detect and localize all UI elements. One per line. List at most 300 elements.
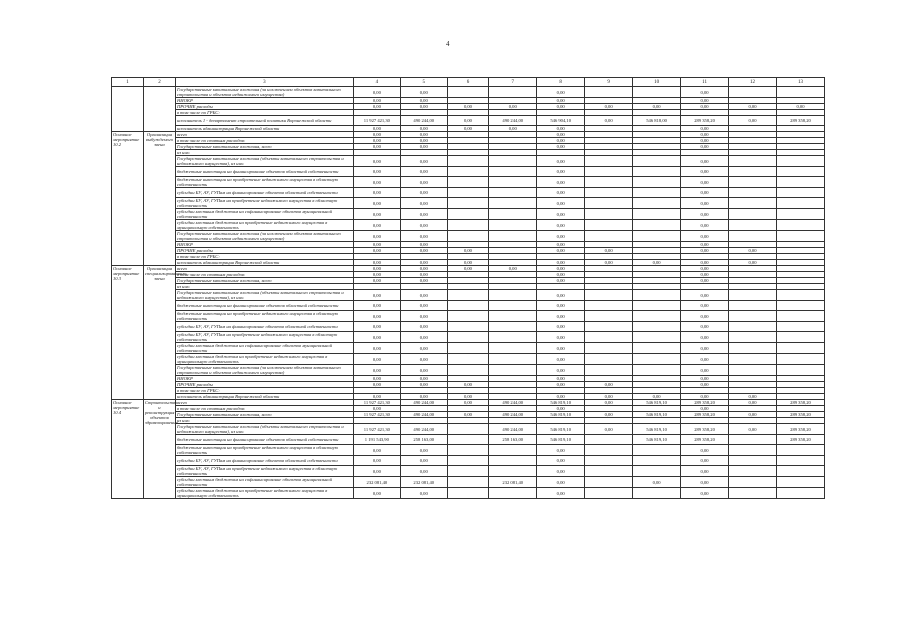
table-row (112, 290, 825, 301)
value-cell (447, 322, 489, 332)
value-cell (633, 445, 681, 456)
value-cell: 0,00 (633, 104, 681, 110)
value-cell: 0,00 (400, 98, 447, 104)
value-cell: 0,00 (537, 167, 585, 177)
value-cell (633, 188, 681, 198)
value-cell: 0,00 (537, 156, 585, 167)
header-cell: 5 (400, 78, 447, 87)
value-cell: 490 244,00 (400, 412, 447, 418)
value-cell (447, 167, 489, 177)
value-cell: 0,00 (681, 365, 729, 376)
header-cell: 8 (537, 78, 585, 87)
value-cell: 0,00 (681, 406, 729, 412)
value-cell: 0,00 (681, 209, 729, 220)
row-label: субсидии БУ, АУ, ГУПам на финансирование объектов областной собственности (175, 456, 353, 466)
value-cell (729, 332, 777, 343)
value-cell (585, 311, 633, 322)
value-cell: 0,00 (400, 322, 447, 332)
value-cell: 0,00 (585, 400, 633, 406)
value-cell (633, 231, 681, 242)
value-cell (633, 177, 681, 188)
value-cell (729, 456, 777, 466)
value-cell (585, 322, 633, 332)
value-cell: 0,00 (400, 272, 447, 278)
value-cell: 0,00 (400, 456, 447, 466)
value-cell (633, 290, 681, 301)
value-cell: 0,00 (353, 365, 400, 376)
value-cell: 0,00 (537, 466, 585, 477)
value-cell: 0,00 (353, 126, 400, 132)
value-cell: 0,00 (681, 260, 729, 266)
value-cell: 0,00 (353, 231, 400, 242)
value-cell: 0,00 (537, 278, 585, 284)
value-cell: 11 927 421,30 (353, 400, 400, 406)
row-label: всего (175, 266, 353, 272)
header-cell: 11 (681, 78, 729, 87)
row-label: всего (175, 132, 353, 138)
value-cell: 0,00 (353, 198, 400, 209)
value-cell (729, 322, 777, 332)
table-row (112, 301, 825, 311)
row-label: субсидии местным бюджетам на софинансирование объектов муниципальной собственности (175, 477, 353, 488)
table-row (112, 87, 825, 98)
value-cell (447, 332, 489, 343)
value-cell: 0,00 (537, 290, 585, 301)
value-cell: 0,00 (537, 87, 585, 98)
value-cell: 0,00 (681, 488, 729, 499)
value-cell (447, 445, 489, 456)
value-cell (489, 87, 537, 98)
value-cell (633, 220, 681, 231)
value-cell (776, 456, 824, 466)
value-cell: 0,00 (537, 177, 585, 188)
table-row (112, 456, 825, 466)
value-cell (633, 87, 681, 98)
value-cell (585, 301, 633, 311)
table-row (112, 435, 825, 445)
table-row (112, 445, 825, 456)
value-cell: 0,00 (400, 132, 447, 138)
table-row (112, 156, 825, 167)
value-cell (729, 290, 777, 301)
value-cell (776, 477, 824, 488)
value-cell (585, 445, 633, 456)
value-cell (729, 188, 777, 198)
row-label: субсидии местным бюджетам на приобретение недвижимого имущества в муниципальную собственность (175, 354, 353, 365)
value-cell: 0,00 (681, 248, 729, 254)
value-cell: 0,00 (400, 126, 447, 132)
value-cell: 0,00 (537, 104, 585, 110)
row-label: Государственные капитальные вложения (объекты капитального строительства и недвижимого имущества), из них: (175, 290, 353, 301)
value-cell (447, 354, 489, 365)
value-cell (633, 209, 681, 220)
value-cell: 0,00 (353, 98, 400, 104)
value-cell: 0,00 (537, 272, 585, 278)
row-label: в том числе по статьям расходов: (175, 138, 353, 144)
table-row (112, 167, 825, 177)
value-cell (585, 456, 633, 466)
value-cell: 0,00 (537, 406, 585, 412)
value-cell: 0,00 (353, 343, 400, 354)
row-label: НИОКР (175, 376, 353, 382)
value-cell: 0,00 (681, 322, 729, 332)
value-cell: 0,00 (353, 266, 400, 272)
value-cell: 0,00 (729, 400, 777, 406)
row-label: НИОКР (175, 242, 353, 248)
value-cell (489, 488, 537, 499)
value-cell: 0,00 (400, 354, 447, 365)
value-cell: 232 081,40 (400, 477, 447, 488)
value-cell: 0,00 (537, 198, 585, 209)
table-row (112, 198, 825, 209)
value-cell (776, 220, 824, 231)
value-cell (729, 354, 777, 365)
value-cell (729, 231, 777, 242)
table-row (112, 220, 825, 231)
value-cell: 0,00 (537, 242, 585, 248)
value-cell (729, 220, 777, 231)
value-cell: 0,00 (400, 311, 447, 322)
value-cell (447, 301, 489, 311)
value-cell (633, 167, 681, 177)
page-number: 4 (446, 40, 450, 48)
value-cell (447, 177, 489, 188)
value-cell: 0,00 (537, 382, 585, 388)
value-cell (585, 177, 633, 188)
value-cell (489, 156, 537, 167)
value-cell (776, 332, 824, 343)
row-label: бюджетные инвестиции на приобретение недвижимого имущества в областную собственность (175, 311, 353, 322)
value-cell (447, 365, 489, 376)
event-cell: Основное мероприятие 10.4 (112, 400, 144, 499)
value-cell: 0,00 (729, 424, 777, 435)
value-cell: 0,00 (585, 394, 633, 400)
value-cell: 232 081,40 (353, 477, 400, 488)
value-cell: 0,00 (400, 290, 447, 301)
value-cell: 0,00 (400, 209, 447, 220)
row-label: Государственные капитальные вложения (за исключением объектов капитального строительства и объектов недвижимого имущества) (175, 365, 353, 376)
value-cell (776, 466, 824, 477)
value-cell: 0,00 (537, 220, 585, 231)
value-cell (776, 365, 824, 376)
value-cell: 0,00 (585, 382, 633, 388)
row-label: субсидии БУ, АУ, ГУПам на финансирование объектов областной собственности (175, 322, 353, 332)
value-cell (489, 167, 537, 177)
value-cell: 0,00 (400, 343, 447, 354)
value-cell: 0,00 (447, 412, 489, 418)
value-cell (729, 167, 777, 177)
value-cell: 546 818,00 (633, 116, 681, 126)
value-cell: 0,00 (353, 278, 400, 284)
value-cell (729, 343, 777, 354)
table-row (112, 332, 825, 343)
row-label: бюджетные инвестиции на финансирование объектов областной собственности (175, 301, 353, 311)
value-cell: 0,00 (681, 290, 729, 301)
value-cell: 546 819,10 (633, 400, 681, 406)
value-cell: 0,00 (447, 104, 489, 110)
table-row (112, 424, 825, 435)
value-cell (489, 301, 537, 311)
value-cell: 490 244,00 (489, 400, 537, 406)
value-cell: 0,00 (681, 198, 729, 209)
value-cell: 0,00 (537, 132, 585, 138)
row-label: в том числе по статьям расходов: (175, 272, 353, 278)
value-cell: 0,00 (353, 104, 400, 110)
value-cell (776, 177, 824, 188)
value-cell (447, 87, 489, 98)
value-cell (776, 198, 824, 209)
row-label: субсидии местным бюджетам на софинансирование объектов муниципальной собственности (175, 209, 353, 220)
value-cell: 0,00 (353, 138, 400, 144)
value-cell: 0,00 (681, 156, 729, 167)
value-cell: 0,00 (537, 376, 585, 382)
value-cell: 0,00 (585, 260, 633, 266)
value-cell (489, 311, 537, 322)
value-cell: 0,00 (447, 382, 489, 388)
value-cell: 0,00 (400, 104, 447, 110)
value-cell: 0,00 (537, 445, 585, 456)
value-cell: 289 358,20 (776, 116, 824, 126)
table-row (112, 209, 825, 220)
header-cell: 9 (585, 78, 633, 87)
table-row (112, 188, 825, 198)
value-cell (447, 231, 489, 242)
value-cell: 0,00 (681, 278, 729, 284)
value-cell: 0,00 (447, 394, 489, 400)
row-label: в том числе по статьям расходов: (175, 406, 353, 412)
value-cell: 0,00 (353, 87, 400, 98)
value-cell: 0,00 (537, 231, 585, 242)
row-label: субсидии местным бюджетам на приобретение недвижимого имущества в муниципальную собственность (175, 220, 353, 231)
row-label: из них: (175, 150, 353, 156)
value-cell: 546 819,10 (537, 435, 585, 445)
value-cell (489, 220, 537, 231)
value-cell (447, 220, 489, 231)
value-cell (776, 488, 824, 499)
value-cell (729, 87, 777, 98)
value-cell: 0,00 (776, 104, 824, 110)
value-cell (729, 209, 777, 220)
value-cell (776, 445, 824, 456)
value-cell: 0,00 (585, 248, 633, 254)
value-cell: 0,00 (633, 260, 681, 266)
value-cell: 0,00 (400, 177, 447, 188)
value-cell: 0,00 (400, 394, 447, 400)
value-cell: 0,00 (489, 266, 537, 272)
value-cell: 0,00 (681, 354, 729, 365)
value-cell: 0,00 (400, 332, 447, 343)
value-cell: 0,00 (400, 301, 447, 311)
value-cell: 490 244,00 (400, 400, 447, 406)
value-cell (776, 343, 824, 354)
value-cell: 0,00 (681, 311, 729, 322)
row-label: всего (175, 400, 353, 406)
value-cell: 289 358,20 (776, 412, 824, 418)
value-cell: 0,00 (400, 248, 447, 254)
value-cell: 0,00 (729, 248, 777, 254)
value-cell: 546 819,10 (537, 424, 585, 435)
value-cell (776, 301, 824, 311)
value-cell: 289 358,20 (681, 435, 729, 445)
value-cell: 0,00 (353, 406, 400, 412)
value-cell: 0,00 (537, 209, 585, 220)
value-cell (585, 435, 633, 445)
table-row (112, 365, 825, 376)
value-cell: 0,00 (681, 376, 729, 382)
value-cell (585, 198, 633, 209)
value-cell (776, 188, 824, 198)
row-label: субсидии местным бюджетам на софинансирование объектов муниципальной собственности (175, 343, 353, 354)
value-cell: 0,00 (729, 412, 777, 418)
value-cell (585, 220, 633, 231)
value-cell: 0,00 (353, 332, 400, 343)
value-cell (447, 209, 489, 220)
value-cell: 546 819,10 (633, 435, 681, 445)
value-cell (776, 87, 824, 98)
row-label: в том числе по ГРБС: (175, 388, 353, 394)
header-cell: 2 (143, 78, 175, 87)
value-cell: 0,00 (353, 322, 400, 332)
row-label: бюджетные инвестиции на финансирование объектов областной собственности (175, 167, 353, 177)
row-label: ПРОЧИЕ расходы (175, 248, 353, 254)
value-cell: 0,00 (353, 311, 400, 322)
value-cell (633, 488, 681, 499)
header-row (112, 78, 825, 87)
name-cell: Организация специализированного звена (143, 266, 175, 400)
header-cell: 12 (729, 78, 777, 87)
value-cell (585, 354, 633, 365)
header-cell: 3 (175, 78, 353, 87)
table-row (112, 322, 825, 332)
row-label: бюджетные инвестиции на приобретение недвижимого имущества в областную собственность (175, 177, 353, 188)
value-cell: 0,00 (681, 188, 729, 198)
value-cell: 0,00 (353, 354, 400, 365)
table-row (112, 343, 825, 354)
header-cell: 1 (112, 78, 144, 87)
value-cell: 546 819,10 (537, 412, 585, 418)
value-cell (585, 343, 633, 354)
value-cell: 0,00 (729, 104, 777, 110)
value-cell: 0,00 (447, 260, 489, 266)
value-cell (489, 445, 537, 456)
value-cell: 0,00 (489, 126, 537, 132)
value-cell (776, 354, 824, 365)
value-cell: 0,00 (537, 354, 585, 365)
value-cell (585, 332, 633, 343)
value-cell: 258 163,00 (489, 435, 537, 445)
value-cell (489, 343, 537, 354)
value-cell (729, 177, 777, 188)
value-cell: 0,00 (537, 126, 585, 132)
value-cell (633, 456, 681, 466)
value-cell: 0,00 (400, 156, 447, 167)
value-cell (729, 156, 777, 167)
value-cell (729, 198, 777, 209)
value-cell: 0,00 (537, 188, 585, 198)
value-cell: 0,00 (681, 445, 729, 456)
value-cell: 0,00 (353, 242, 400, 248)
table-row (112, 354, 825, 365)
value-cell: 546 904,10 (537, 116, 585, 126)
value-cell: 0,00 (447, 248, 489, 254)
value-cell: 0,00 (537, 260, 585, 266)
value-cell (489, 322, 537, 332)
value-cell: 0,00 (400, 242, 447, 248)
value-cell (585, 488, 633, 499)
value-cell (447, 424, 489, 435)
value-cell: 0,00 (681, 126, 729, 132)
value-cell: 0,00 (537, 301, 585, 311)
row-label: исполнитель 1 - департамент строительной политики Воронежской области (175, 116, 353, 126)
value-cell: 0,00 (681, 382, 729, 388)
row-label: в том числе по ГРБС: (175, 254, 353, 260)
value-cell: 0,00 (681, 132, 729, 138)
value-cell (585, 231, 633, 242)
value-cell (633, 466, 681, 477)
value-cell: 0,00 (400, 488, 447, 499)
row-label: субсидии БУ, АУ, ГУПам на финансирование объектов областной собственности (175, 188, 353, 198)
value-cell: 0,00 (537, 138, 585, 144)
value-cell: 0,00 (681, 332, 729, 343)
row-label: субсидии БУ, АУ, ГУПам на приобретение недвижимого имущества в областную собственность (175, 466, 353, 477)
value-cell: 0,00 (585, 104, 633, 110)
value-cell: 0,00 (353, 177, 400, 188)
value-cell (585, 188, 633, 198)
value-cell: 0,00 (400, 138, 447, 144)
value-cell: 0,00 (400, 365, 447, 376)
value-cell: 232 081,40 (489, 477, 537, 488)
value-cell: 0,00 (400, 87, 447, 98)
value-cell (633, 365, 681, 376)
value-cell: 0,00 (681, 87, 729, 98)
row-label: Государственные капитальные вложения, всего (175, 278, 353, 284)
value-cell: 11 927 421,30 (353, 424, 400, 435)
value-cell: 0,00 (537, 343, 585, 354)
value-cell: 0,00 (353, 260, 400, 266)
value-cell (489, 231, 537, 242)
value-cell: 0,00 (681, 104, 729, 110)
value-cell (633, 332, 681, 343)
value-cell: 0,00 (585, 412, 633, 418)
value-cell (585, 209, 633, 220)
row-label: НИОКР (175, 98, 353, 104)
value-cell: 0,00 (729, 394, 777, 400)
value-cell: 289 358,20 (776, 424, 824, 435)
value-cell: 0,00 (353, 209, 400, 220)
value-cell: 0,00 (400, 220, 447, 231)
row-label: из них: (175, 284, 353, 290)
value-cell: 0,00 (353, 488, 400, 499)
row-label: субсидии местным бюджетам на приобретение недвижимого имущества в муниципальную собственность (175, 488, 353, 499)
row-label: исполнитель администрация Воронежской области (175, 394, 353, 400)
value-cell: 1 191 543,90 (353, 435, 400, 445)
value-cell: 0,00 (353, 445, 400, 456)
row-label: исполнитель администрация Воронежской области (175, 260, 353, 266)
value-cell (776, 311, 824, 322)
value-cell: 490 244,00 (400, 424, 447, 435)
value-cell: 0,00 (681, 231, 729, 242)
value-cell (585, 365, 633, 376)
value-cell: 0,00 (681, 242, 729, 248)
value-cell: 0,00 (537, 98, 585, 104)
value-cell (729, 301, 777, 311)
row-label: субсидии БУ, АУ, ГУПам на приобретение недвижимого имущества в областную собственность (175, 332, 353, 343)
name-cell: Строительство и реконструкция объектов здравоохранения (143, 400, 175, 499)
value-cell (447, 290, 489, 301)
budget-table (111, 77, 825, 499)
value-cell (489, 177, 537, 188)
value-cell: 0,00 (633, 477, 681, 488)
